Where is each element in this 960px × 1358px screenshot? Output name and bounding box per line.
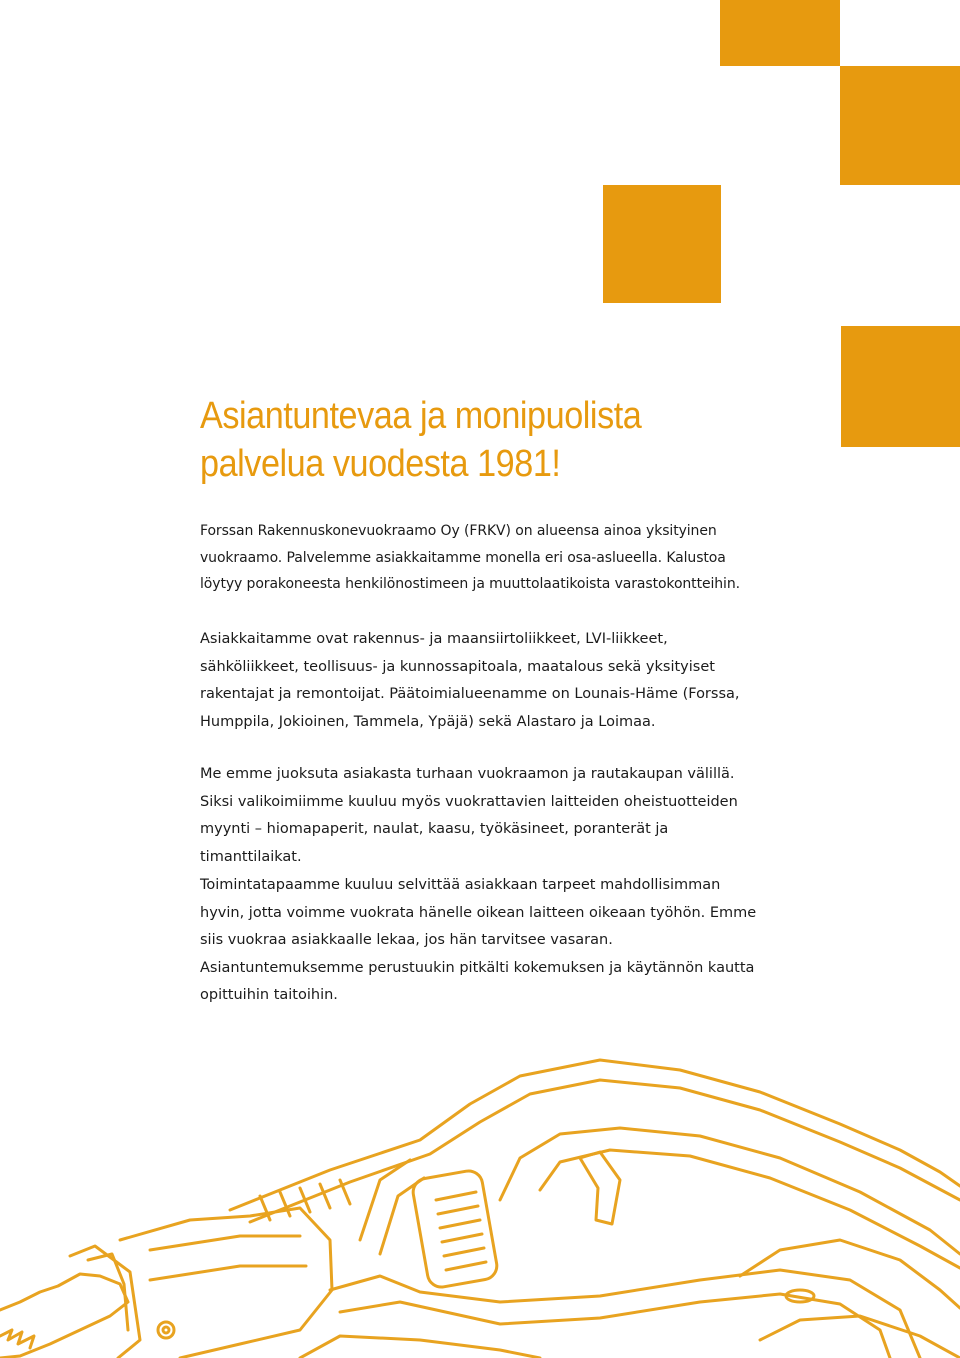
saw-housing-groove xyxy=(150,1236,300,1250)
heading-line-1: Asiantuntevaa ja monipuolista xyxy=(200,395,642,437)
customers-paragraph: Asiakkaitamme ovat rakennus- ja maansiirtoliikkeet, LVI-liikkeet, sähköliikkeet, teollisuus- ja kunnossapitoala, maatalous sekä yksityiset rakentajat ja remontoijat. Päätoimialueenamme on Lounais-Häme (Forssa, Humppila, Jokioinen, Tammela, Ypäjä) sekä Alastaro ja Loimaa. xyxy=(200,631,740,730)
saw-housing-groove xyxy=(150,1266,306,1280)
decorative-square xyxy=(841,326,960,447)
heading-line-2: palvelua vuodesta 1981! xyxy=(200,443,561,485)
decorative-square xyxy=(840,66,960,185)
saw-blade-teeth xyxy=(0,1330,34,1348)
saw-motor-cap xyxy=(360,1160,410,1240)
saw-vent-panel xyxy=(411,1169,499,1289)
saw-grip-ridge xyxy=(320,1184,330,1208)
intro-paragraph: Forssan Rakennuskonevuokraamo Oy (FRKV) on alueensa ainoa yksityinen vuokraamo. Palvelemme asiakkaitamme monella eri osa-asluеella. Kalustoa löytyy porakoneesta henkilönostimeen ja muuttolaatikoista varastokontteihin. xyxy=(200,523,740,592)
saw-vent-slot xyxy=(438,1206,478,1214)
saw-body-bottom-edge xyxy=(300,1336,540,1358)
approach-paragraph: Toimintatapaamme kuuluu selvittää asiakkaan tarpeet mahdollisimman hyvin, jotta voimme vuokrata hänelle oikean laitteen oikeaan työhön. Emme siis vuokraa asiakkaalle lekaa, jos hän tarvitsee vasaran. Asiantuntemuksemme perustuukin pitkälti kokemuksen ja käytännön kautta opittuihin taitoihin. xyxy=(200,877,757,1003)
products-paragraph: Me emme juoksuta asiakasta turhaan vuokraamon ja rautakaupan välillä. Siksi valikoimiimme kuuluu myös vuokrattavien laitteiden oheistuotteiden myynti – hiomapaperit, naulat, kaasu, työkäsineet, poranterät ja timanttilaikat. xyxy=(200,766,738,865)
saw-body-bottom-inner xyxy=(340,1294,890,1358)
page-heading xyxy=(200,392,758,488)
saw-screw xyxy=(163,1327,169,1333)
reciprocating-saw-outline-icon xyxy=(0,1040,960,1358)
decorative-square xyxy=(603,185,721,303)
saw-rear-housing xyxy=(760,1316,960,1358)
saw-gear-housing xyxy=(120,1208,332,1358)
saw-trigger xyxy=(580,1152,620,1224)
saw-vent-slot xyxy=(442,1234,482,1242)
decorative-square xyxy=(720,0,840,66)
saw-blade xyxy=(0,1274,128,1358)
saw-vent-slot xyxy=(436,1192,476,1200)
saw-vent-slot xyxy=(444,1248,484,1256)
saw-vent-slot xyxy=(446,1262,486,1270)
saw-vent-slot xyxy=(440,1220,480,1228)
saw-screw xyxy=(158,1322,174,1338)
